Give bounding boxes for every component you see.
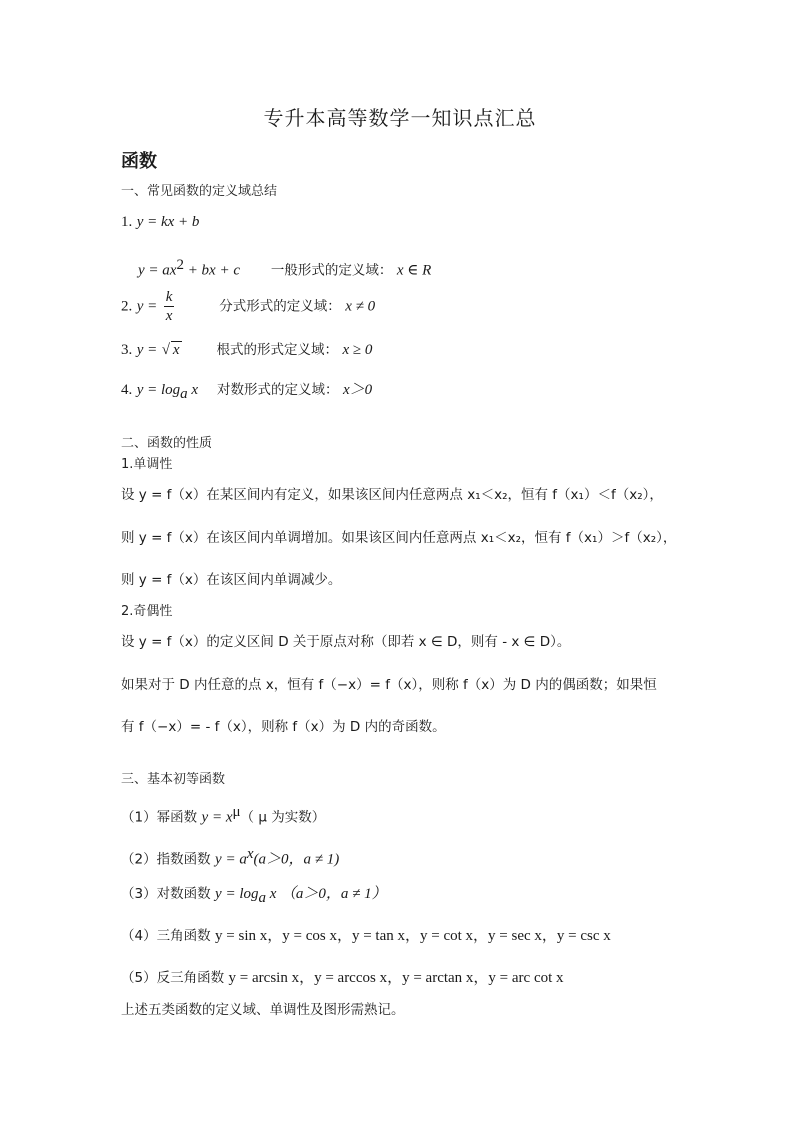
formula-quadratic-b: + bx + c [183, 262, 240, 279]
fraction-domain-label: 分式形式的定义域： [219, 298, 341, 315]
item-number: 1. [121, 214, 133, 230]
monotonicity-line-2: 则 y = f（x）在该区间内单调增加。如果该区间内任意两点 x₁＜x₂，恒有 f（x₁）＞f（x₂）， [121, 530, 677, 546]
item-number: 4. [121, 382, 133, 398]
subsection-heading-properties: 二、函数的性质 [121, 436, 213, 451]
fraction-k-over-x [164, 288, 175, 325]
elementary-power [121, 802, 325, 828]
domain-item-2 [121, 288, 375, 325]
domain-item-1 [121, 212, 199, 232]
formula-fraction-y: y = [136, 298, 158, 315]
monotonicity-line-3: 则 y = f（x）在该区间内单调减少。 [121, 572, 342, 588]
root-radicand: x [172, 342, 180, 358]
power-function-label: （1）幂函数 [121, 809, 198, 826]
formula-log-y: y = log [136, 382, 181, 398]
log-function-label: （3）对数函数 [121, 886, 211, 902]
elementary-trig [121, 926, 611, 946]
log-function-formula: y = log [215, 886, 259, 902]
subsection-heading-elementary: 三、基本初等函数 [121, 772, 226, 787]
power-exponent: μ [232, 804, 241, 820]
general-domain-label: 一般形式的定义域： [270, 262, 393, 279]
exponential-exponent: x [246, 846, 254, 862]
monotonicity-line-1: 设 y = f（x）在某区间内有定义，如果该区间内任意两点 x₁＜x₂，恒有 f（x₁）＜f（x₂）， [121, 487, 663, 503]
trig-function-label: （4）三角函数 [121, 928, 211, 944]
inverse-trig-label: （5）反三角函数 [121, 970, 225, 986]
power-function-note: （ μ 为实数） [240, 809, 326, 826]
fraction-numerator: k [165, 289, 173, 305]
log-function-argument: x [266, 886, 277, 902]
parity-title: 2.奇偶性 [121, 604, 173, 619]
general-domain-value: x ∈ R [396, 262, 432, 279]
log-argument: x [187, 382, 199, 398]
fraction-domain-value: x ≠ 0 [345, 298, 376, 315]
page-title: 专升本高等数学一知识点汇总 [263, 106, 537, 130]
exponential-function-label: （2）指数函数 [121, 851, 211, 868]
monotonicity-title: 1.单调性 [121, 457, 173, 472]
exponential-function-note: (a＞0，a ≠ 1) [253, 851, 340, 868]
inverse-trig-formulas: y = arcsin x，y = arccos x，y = arctan x，y = arc cot x [228, 970, 564, 986]
root-domain-label: 根式的形式定义域： [216, 342, 338, 358]
domain-item-1-quadratic [138, 255, 431, 281]
log-domain-value: x＞0 [342, 382, 373, 398]
parity-line-2: 如果对于 D 内任意的点 x，恒有 f（−x）= f（x），则称 f（x）为 D 内的偶函数；如果恒 [121, 677, 657, 693]
elementary-exponential [121, 844, 339, 870]
fraction-denominator: x [165, 308, 173, 324]
subsection-heading-domain: 一、常见函数的定义域总结 [121, 184, 278, 199]
domain-item-4 [121, 380, 372, 404]
section-heading-function: 函数 [121, 151, 157, 172]
log-base: a [180, 385, 188, 402]
log-function-base: a [258, 889, 266, 906]
root-symbol: √ [161, 342, 170, 358]
summary-note: 上述五类函数的定义域、单调性及图形需熟记。 [121, 1002, 405, 1018]
log-domain-label: 对数形式的定义域： [216, 382, 339, 398]
formula-root-y: y = [136, 342, 158, 358]
root-domain-value: x ≥ 0 [342, 342, 373, 358]
item-number: 3. [121, 342, 133, 358]
formula-quadratic-a: y = ax [138, 262, 177, 279]
formula-quadratic-exponent: 2 [176, 257, 184, 273]
power-function-formula: y = x [201, 809, 233, 826]
item-number: 2. [121, 298, 133, 315]
parity-line-1: 设 y = f（x）的定义区间 D 关于原点对称（即若 x ∈ D，则有 - x ∈ D）。 [121, 634, 571, 650]
parity-line-3: 有 f（−x）= - f（x），则称 f（x）为 D 内的奇函数。 [121, 719, 446, 735]
exponential-function-formula: y = a [215, 851, 247, 868]
elementary-inverse-trig [121, 968, 564, 988]
domain-item-3 [121, 340, 372, 360]
trig-function-formulas: y = sin x，y = cos x，y = tan x，y = cot x，y = sec x，y = csc x [215, 928, 611, 944]
elementary-logarithm [121, 884, 387, 908]
formula-linear: y = kx + b [136, 214, 200, 230]
log-function-note: （a＞0，a ≠ 1） [280, 886, 387, 902]
